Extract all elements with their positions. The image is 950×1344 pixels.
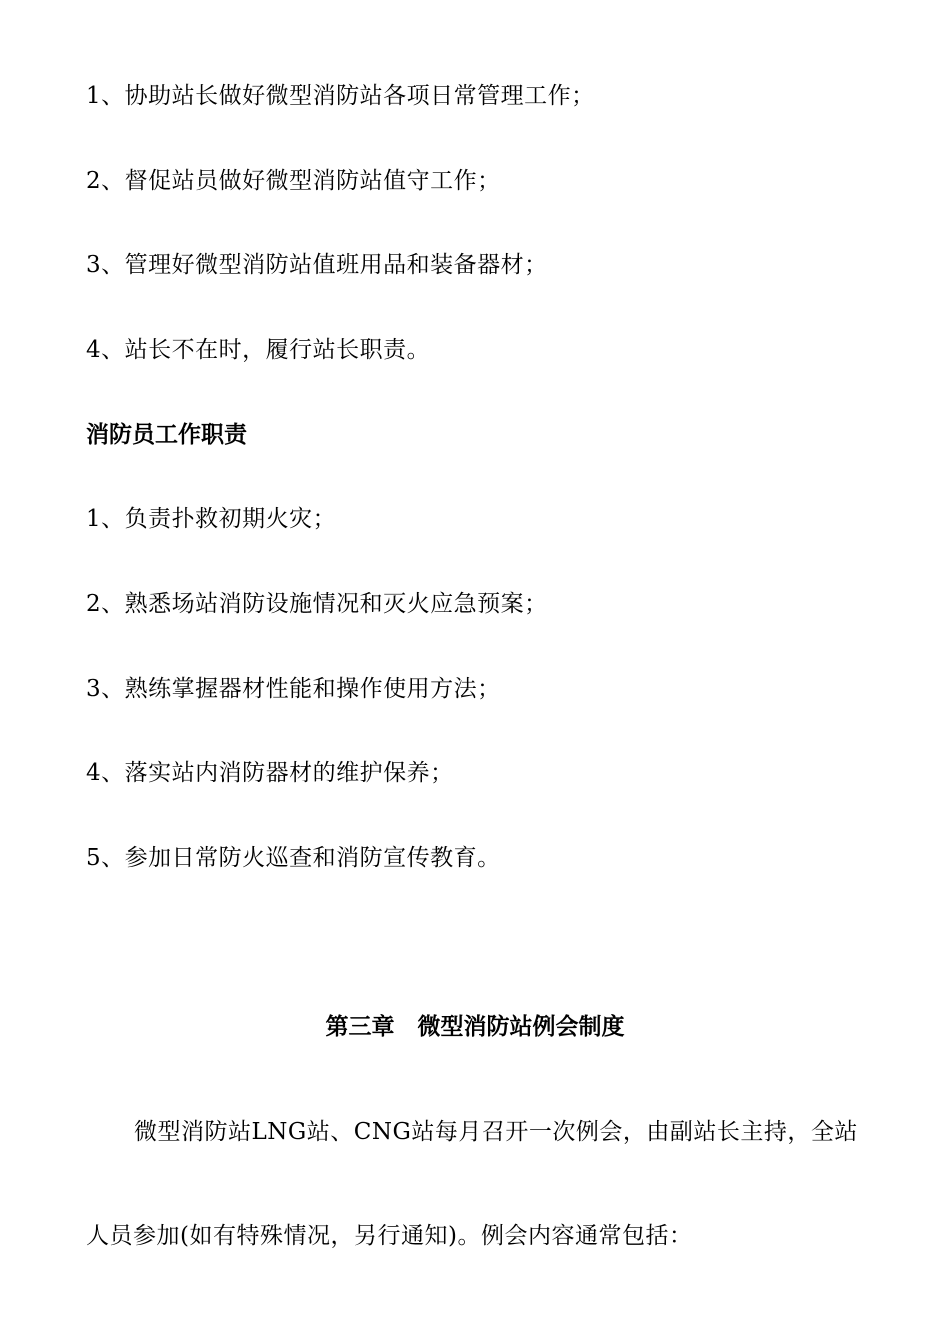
deputy-duty-item-3: 3、管理好微型消防站值班用品和装备器材； <box>86 252 548 278</box>
firefighter-duty-item-2: 2、熟悉场站消防设施情况和灭火应急预案； <box>86 591 548 617</box>
deputy-duty-item-4: 4、站长不在时，履行站长职责。 <box>86 337 431 363</box>
firefighter-duties-heading: 消防员工作职责 <box>86 422 247 448</box>
firefighter-duty-item-1: 1、负责扑救初期火灾； <box>86 506 337 532</box>
firefighter-duty-item-4: 4、落实站内消防器材的维护保养； <box>86 760 454 786</box>
deputy-duty-item-1: 1、协助站长做好微型消防站各项日常管理工作； <box>86 83 595 109</box>
chapter-title: 第三章 微型消防站例会制度 <box>325 1014 625 1040</box>
chapter-paragraph-line-1: 微型消防站LNG站、CNG站每月召开一次例会，由副站长主持，全站 <box>134 1119 858 1145</box>
deputy-duty-item-2: 2、督促站员做好微型消防站值守工作； <box>86 168 501 194</box>
firefighter-duty-item-5: 5、参加日常防火巡查和消防宣传教育。 <box>86 845 501 871</box>
chapter-paragraph-line-2: 人员参加(如有特殊情况，另行通知)。例会内容通常包括： <box>86 1223 693 1249</box>
firefighter-duty-item-3: 3、熟练掌握器材性能和操作使用方法； <box>86 676 501 702</box>
